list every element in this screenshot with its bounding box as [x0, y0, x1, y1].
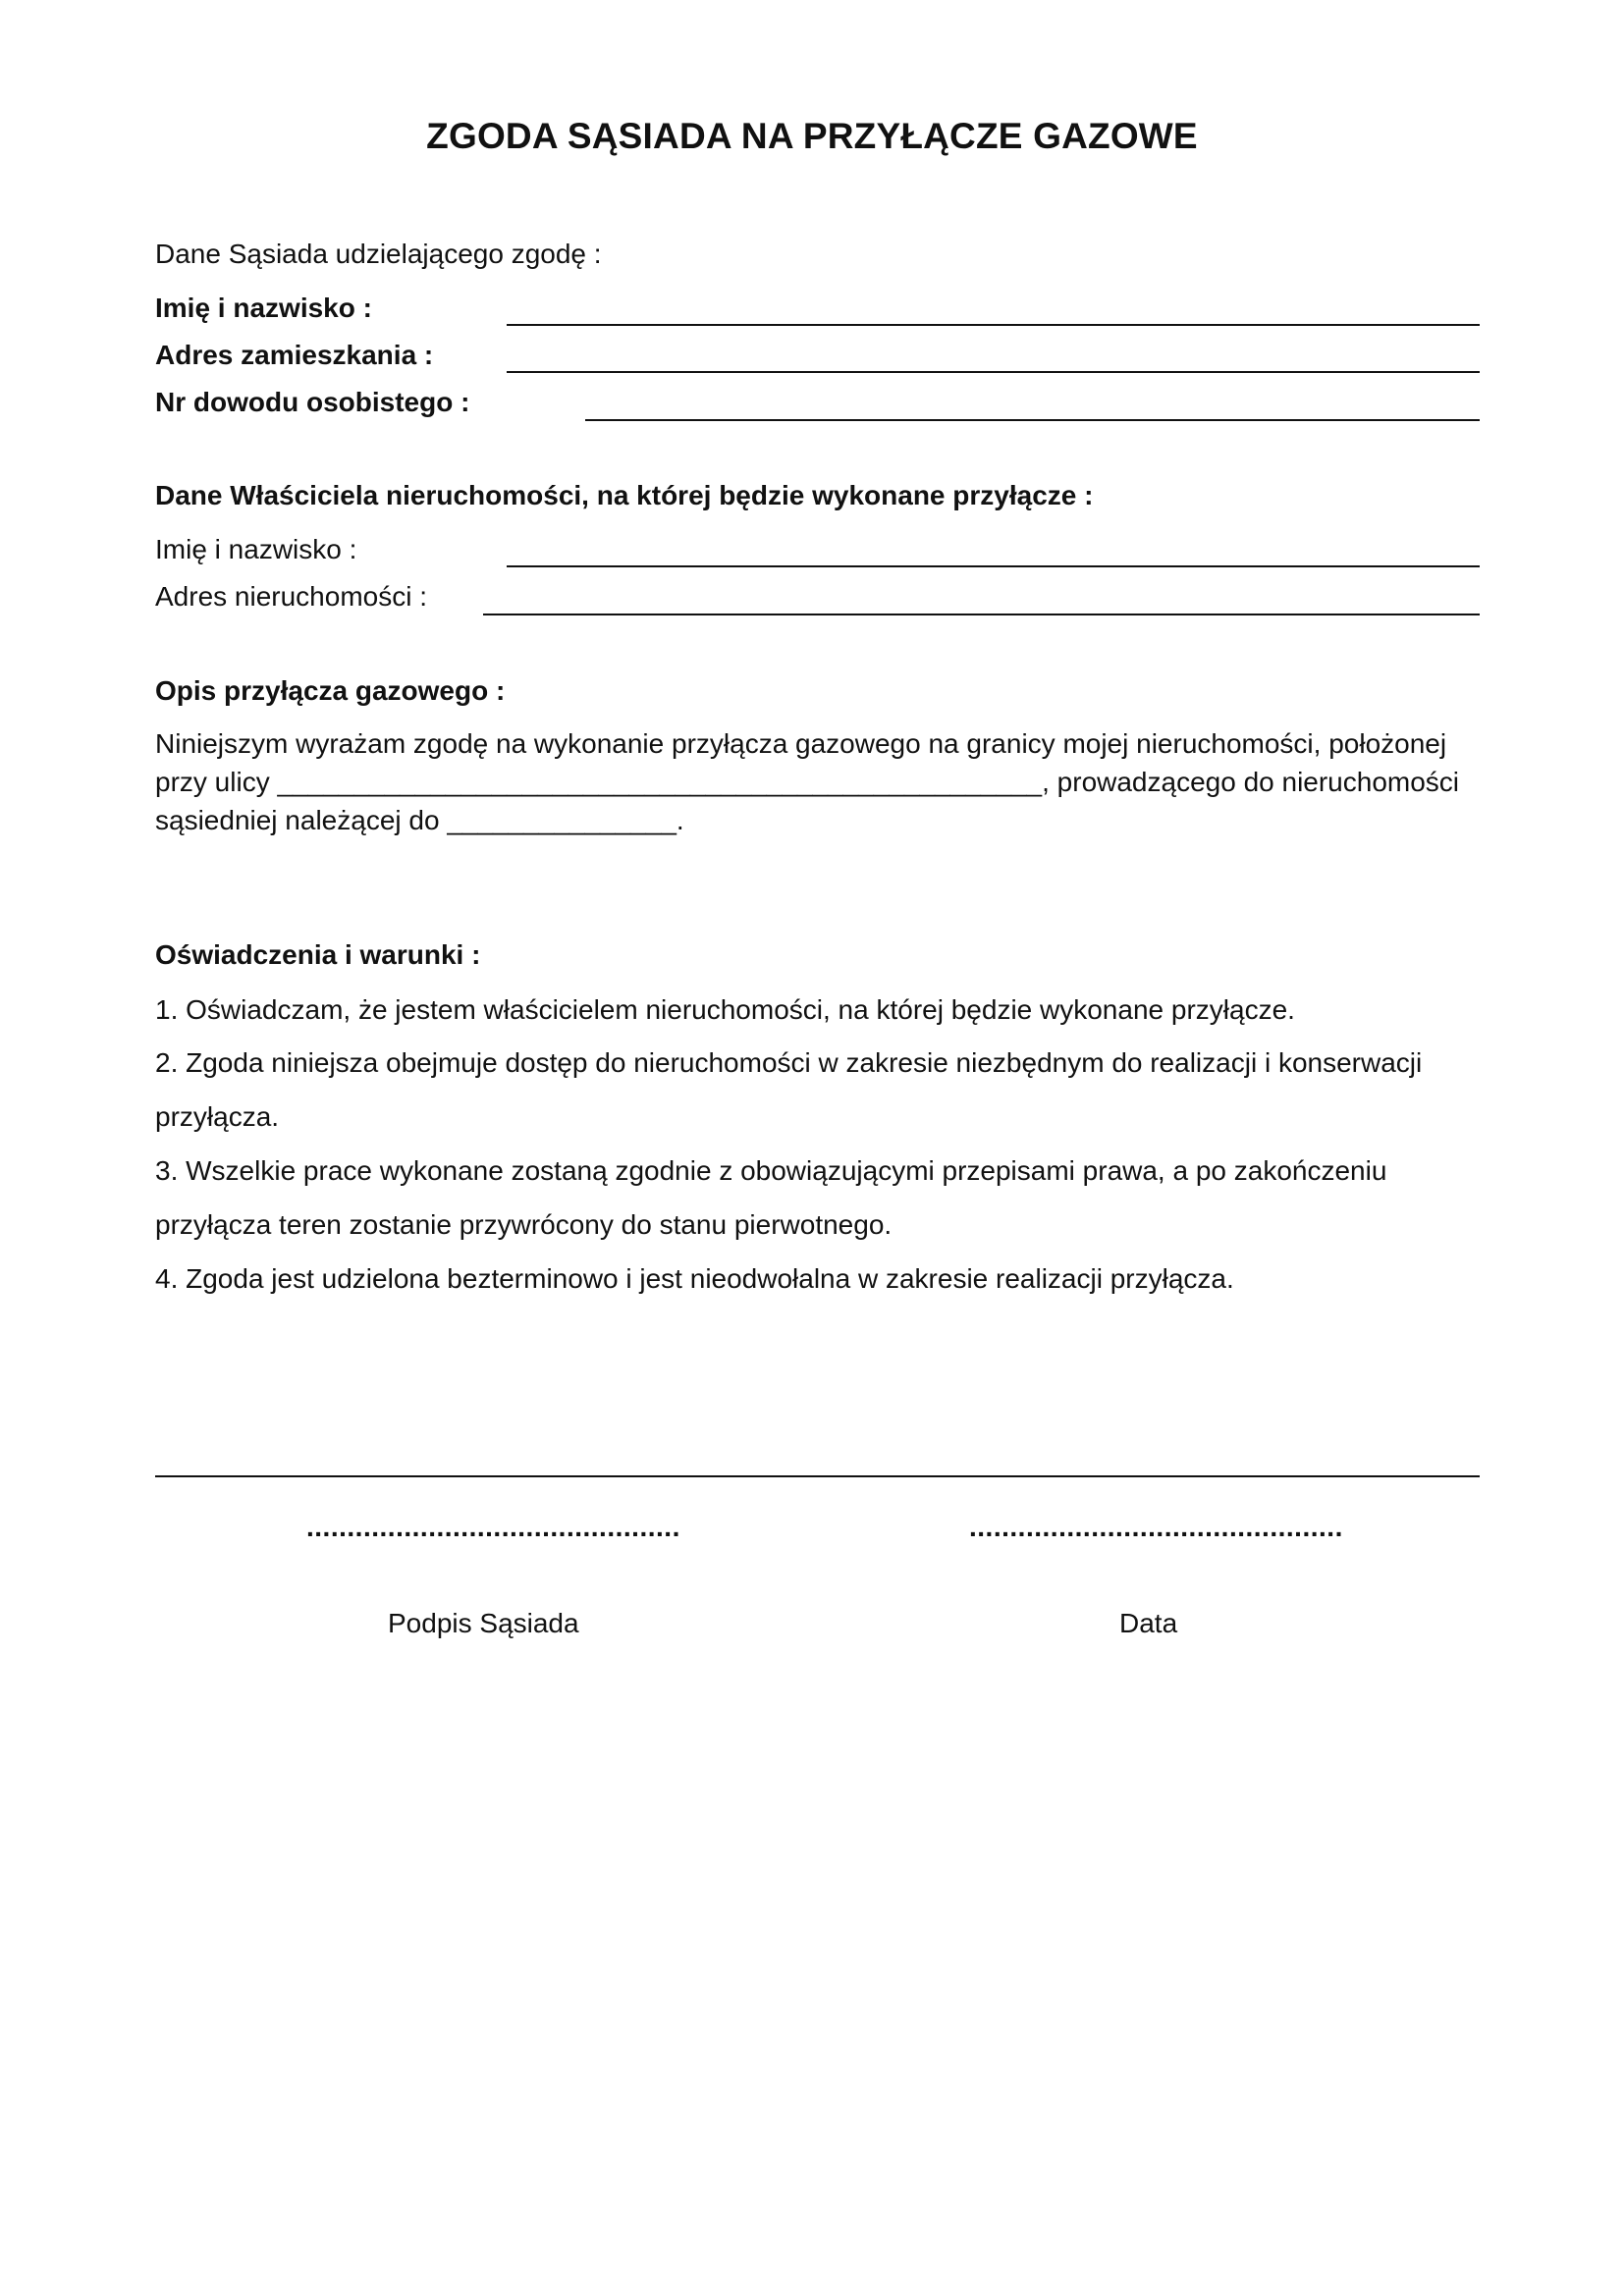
description-paragraph	[155, 724, 1500, 839]
owner-name-label: Imię i nazwisko :	[155, 534, 357, 564]
description-text-part3: .	[676, 805, 684, 835]
description-heading: Opis przyłącza gazowego :	[155, 675, 506, 706]
statement-item-4: 4. Zgoda jest udzielona bezterminowo i jest nieodwołalna w zakresie realizacji przyłącza.	[155, 1263, 1234, 1294]
signature-dots[interactable]: ..............................................	[306, 1512, 680, 1542]
owner-name-line[interactable]	[507, 565, 1480, 567]
signature-separator-line	[155, 1475, 1480, 1477]
owner-address-label: Adres nieruchomości :	[155, 581, 428, 612]
statement-item-1: 1. Oświadczam, że jestem właścicielem nieruchomości, na której będzie wykonane przyłącze.	[155, 994, 1295, 1025]
statement-item-2-line-2: przyłącza.	[155, 1101, 280, 1132]
street-blank[interactable]: __________________________________________________	[277, 767, 1043, 797]
neighbor-section-heading: Dane Sąsiada udzielającego zgodę :	[155, 239, 602, 269]
signature-label: Podpis Sąsiada	[388, 1608, 579, 1638]
neighbor-address-line[interactable]	[507, 371, 1480, 373]
statements-heading: Oświadczenia i warunki :	[155, 939, 481, 970]
document-title: ZGODA SĄSIADA NA PRZYŁĄCZE GAZOWE	[426, 116, 1198, 156]
description-text-part2: , prowadzącego do nieruchomości sąsiedniej należącej do	[155, 767, 1460, 835]
date-label: Data	[1119, 1608, 1178, 1638]
statement-item-3-line-2: przyłącza teren zostanie przywrócony do stanu pierwotnego.	[155, 1209, 893, 1240]
description-text-part1: Niniejszym wyrażam zgodę na wykonanie przyłącza gazowego na granicy mojej nieruchomości, położonej przy ulicy	[155, 728, 1447, 797]
owner-blank[interactable]: _______________	[447, 805, 677, 835]
neighbor-name-label: Imię i nazwisko :	[155, 293, 372, 323]
neighbor-address-label: Adres zamieszkania :	[155, 340, 434, 370]
neighbor-name-line[interactable]	[507, 324, 1480, 326]
neighbor-id-line[interactable]	[585, 419, 1480, 421]
owner-section-heading: Dane Właściciela nieruchomości, na której będzie wykonane przyłącze :	[155, 480, 1094, 510]
statement-item-3-line-1: 3. Wszelkie prace wykonane zostaną zgodnie z obowiązującymi przepisami prawa, a po zakończeniu	[155, 1155, 1387, 1186]
neighbor-id-label: Nr dowodu osobistego :	[155, 387, 470, 417]
statement-item-2-line-1: 2. Zgoda niniejsza obejmuje dostęp do nieruchomości w zakresie niezbędnym do realizacji i konserwacji	[155, 1047, 1423, 1078]
owner-address-line[interactable]	[483, 614, 1480, 615]
date-dots[interactable]: ..............................................	[969, 1512, 1343, 1542]
